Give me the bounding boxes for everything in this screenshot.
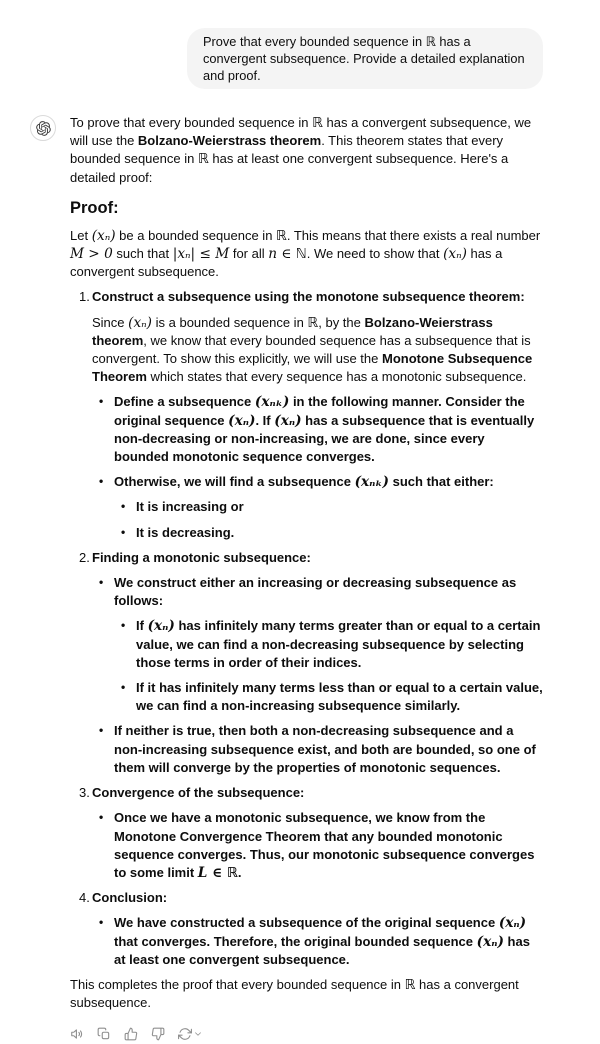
assistant-avatar (30, 115, 56, 141)
sub-bullet-greater-text: • If (xₙ) has infinitely many terms greater than or equal to a certain value, we can find a non-decreasing subsequence by selecting those terms in order of their indices. (136, 618, 541, 670)
step-4-title: Conclusion: (92, 890, 168, 906)
lead-paragraph: Let (xₙ) be a bounded sequence in ℝ. This means that there exists a real number M > 0 such that |xₙ| ≤ M for all n ∈ ℕ. We need to show that (xₙ) has a convergent subsequence. (70, 227, 541, 280)
thumbs-down-button[interactable] (148, 1024, 168, 1044)
chevron-down-icon (193, 1029, 203, 1039)
copy-button[interactable] (94, 1024, 114, 1044)
bullet-neither (92, 722, 543, 777)
bullet-otherwise (92, 473, 543, 542)
read-aloud-button[interactable] (67, 1024, 87, 1044)
bullet-define-text: • Define a subsequence (xₙₖ) in the following manner. Consider the original sequence (xₙ). If (xₙ) has a subsequence that is eventually non-decreasing or non-increasing, we are done, since every bounded monotonic sequence converges. (114, 394, 535, 465)
user-message-bubble (187, 28, 543, 89)
bullet-neither-text: • If neither is true, then both a non-decreasing subsequence and a non-increasing subsequence exist, and both are bounded, so one of them will converge by the properties of monotonic sequences. (114, 723, 536, 775)
sub-bullet-less-text: • If it has infinitely many terms less than or equal to a certain value, we can find a non-increasing subsequence similarly. (136, 680, 543, 714)
either-sublist (114, 498, 543, 541)
sub-bullet-decreasing (114, 524, 543, 542)
list-item-convergence (70, 784, 543, 882)
intro-paragraph: To prove that every bounded sequence in ℝ has a convergent subsequence, we will use the Bolzano-Weierstrass theorem. This theorem states that every bounded sequence in ℝ has at least one convergent subsequence. Here's a detailed proof: (70, 115, 532, 185)
sub-bullet-decreasing-text: • It is decreasing. (136, 524, 235, 540)
proof-steps-list (70, 288, 543, 969)
list-item-construct (70, 288, 543, 541)
thumbs-up-button[interactable] (121, 1024, 141, 1044)
step-1-title: Construct a subsequence using the monotone subsequence theorem: (92, 289, 525, 305)
step-3-bullets (92, 809, 543, 882)
regenerate-icon (178, 1027, 192, 1041)
step-1-bullets (92, 393, 543, 541)
copy-icon (97, 1027, 111, 1041)
step-1-body: Since (xₙ) is a bounded sequence in ℝ, by the Bolzano-Weierstrass theorem, we know that every bounded sequence has a subsequence that is convergent. To show this explicitly, we will use the Monotone Subsequence Theorem which states that every sequence has a monotonic subsequence. (92, 314, 533, 385)
assistant-message-content (70, 114, 543, 1044)
bullet-once (92, 809, 543, 882)
thumbs-up-icon (124, 1027, 138, 1041)
bullet-construct-either-text: • We construct either an increasing or decreasing subsequence as follows: (114, 575, 517, 609)
sub-bullet-increasing (114, 498, 543, 516)
sub-bullet-greater (114, 617, 543, 672)
bullet-define (92, 393, 543, 466)
closing-paragraph: This completes the proof that every bounded sequence in ℝ has a convergent subsequence. (70, 976, 519, 1011)
openai-logo-icon (36, 121, 51, 136)
bullet-constructed-text: • We have constructed a subsequence of the original sequence (xₙ) that converges. Therefore, the original bounded sequence (xₙ) has at least one convergent subsequence. (114, 915, 530, 967)
bullet-otherwise-text: • Otherwise, we will find a subsequence (xₙₖ) such that either: (114, 474, 494, 491)
regenerate-button[interactable] (175, 1024, 206, 1044)
bullet-once-text: • Once we have a monotonic subsequence, we know from the Monotone Convergence Theorem that any bounded monotonic sequence converges. Thus, our monotonic subsequence converges to some limit L ∈ ℝ. (114, 810, 535, 881)
user-message-text: Prove that every bounded sequence in ℝ has a convergent subsequence. Provide a detailed explanation and proof. (203, 34, 525, 83)
message-action-bar (67, 1024, 543, 1044)
step-2-title: Finding a monotonic subsequence: (92, 549, 311, 565)
sub-bullet-less (114, 679, 543, 715)
proof-heading: Proof: (70, 198, 119, 217)
list-item-conclusion (70, 889, 543, 969)
step-4-bullets (92, 914, 543, 969)
user-message-row (0, 0, 600, 89)
sub-bullet-increasing-text: • It is increasing or (136, 499, 244, 515)
thumbs-down-icon (151, 1027, 165, 1041)
step-3-title: Convergence of the subsequence: (92, 785, 305, 801)
read-aloud-icon (70, 1027, 84, 1041)
bullet-construct-either (92, 574, 543, 715)
bullet-constructed (92, 914, 543, 969)
assistant-message-row (0, 89, 600, 1044)
step-2-bullets (92, 574, 543, 777)
construct-sublist (114, 617, 543, 715)
list-item-finding (70, 549, 543, 777)
